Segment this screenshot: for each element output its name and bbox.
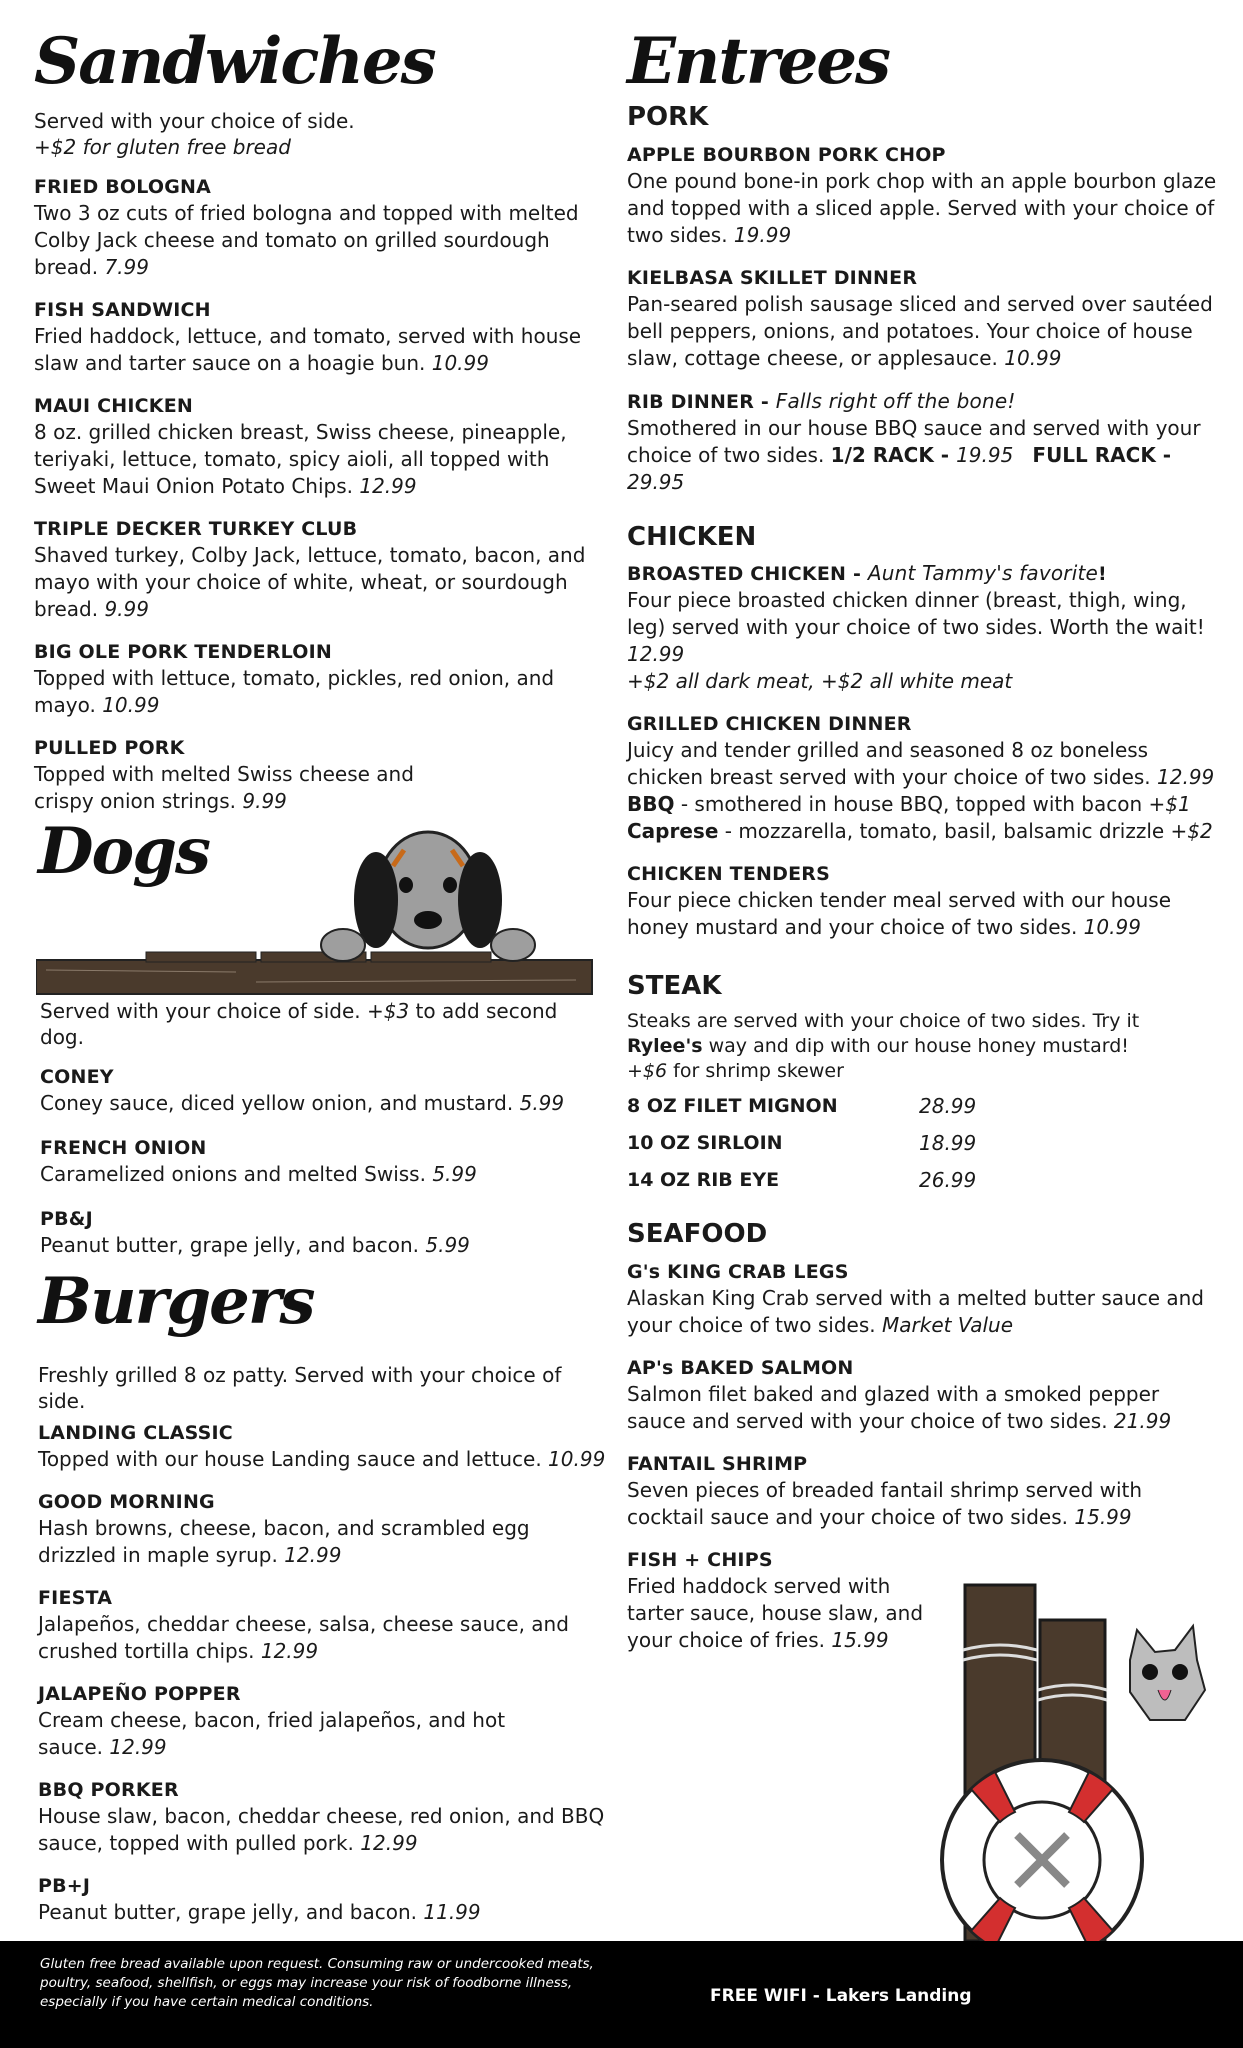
- item-name: FISH + CHIPS: [627, 1549, 773, 1571]
- item-name: PULLED PORK: [34, 737, 185, 759]
- menu-item: [627, 1451, 1217, 1531]
- item-desc-text: One pound bone-in pork chop with an apple bourbon glaze and topped with a sliced apple. Served with your choice of two sides.: [627, 169, 1217, 247]
- item-description: [38, 1611, 608, 1665]
- item-description: [40, 1232, 600, 1259]
- steak-row: [627, 1088, 1217, 1125]
- item-desc-text: Peanut butter, grape jelly, and bacon.: [38, 1900, 418, 1924]
- option-label: BBQ: [627, 792, 675, 816]
- gluten-free-note: +$2 for gluten free bread: [34, 135, 291, 159]
- dogs-section: [38, 814, 598, 889]
- item-desc-text: Jalapeños, cheddar cheese, salsa, cheese sauce, and crushed tortilla chips.: [38, 1612, 569, 1663]
- steak-heading: STEAK: [627, 971, 722, 1001]
- item-price: 7.99: [104, 255, 149, 279]
- option-price: +$1: [1148, 792, 1191, 816]
- sandwiches-intro: Served with your choice of side.: [34, 109, 355, 133]
- item-price: 10.99: [102, 693, 160, 717]
- sandwich-list: [34, 174, 594, 815]
- item-desc-text: Hash browns, cheese, bacon, and scrambled egg drizzled in maple syrup.: [38, 1516, 530, 1567]
- menu-item: [627, 560, 1217, 695]
- item-description: [627, 168, 1217, 249]
- dog-head: [1130, 1626, 1205, 1720]
- item-price: 19.99: [733, 223, 792, 247]
- item-description: [627, 415, 1217, 496]
- item-description: [34, 761, 414, 815]
- item-desc-text: Juicy and tender grilled and seasoned 8 oz boneless chicken breast served with your choice of two sides.: [627, 738, 1158, 789]
- steak-list: [627, 1088, 1217, 1199]
- item-desc-text: Salmon filet baked and glazed with a smoked pepper sauce and served with your choice of two sides.: [627, 1382, 1160, 1433]
- menu-item: [627, 265, 1217, 372]
- dogs-intro-text: Served with your choice of side.: [40, 999, 367, 1023]
- option-price: +$2: [1170, 819, 1213, 843]
- wifi-info: FREE WIFI - Lakers Landing: [710, 1986, 972, 2006]
- item-desc-text: Fried haddock, lettuce, and tomato, served with house slaw and tarter sauce on a hoagie bun.: [34, 324, 582, 375]
- footer: [0, 1941, 1243, 2048]
- menu-item: [38, 1681, 608, 1761]
- menu-item: [34, 297, 594, 377]
- item-desc-text: 8 oz. grilled chicken breast, Swiss cheese, pineapple, teriyaki, lettuce, tomato, spicy aioli, all topped with Sweet Maui Onion Potato Chips.: [34, 420, 567, 498]
- menu-item: [34, 174, 594, 281]
- item-description: [38, 1803, 608, 1857]
- burgers-title: Burgers: [38, 1264, 314, 1339]
- item-desc-text: Topped with our house Landing sauce and lettuce.: [38, 1447, 542, 1471]
- item-price: 9.99: [242, 789, 287, 813]
- item-description: [627, 1285, 1217, 1339]
- item-price: 5.99: [425, 1233, 470, 1257]
- item-name: FISH SANDWICH: [34, 299, 211, 321]
- item-name: JALAPEÑO POPPER: [38, 1683, 241, 1705]
- menu-item: [34, 735, 594, 815]
- steak-price: 18.99: [919, 1131, 977, 1155]
- steak-row: [627, 1162, 1217, 1199]
- item-name: GOOD MORNING: [38, 1491, 215, 1513]
- left-column: [34, 24, 594, 815]
- item-name: BBQ PORKER: [38, 1779, 179, 1801]
- item-desc-text: Caramelized onions and melted Swiss.: [40, 1162, 426, 1186]
- item-name: FRENCH ONION: [40, 1137, 207, 1159]
- steak-price: 26.99: [919, 1168, 977, 1192]
- menu-item: [34, 393, 594, 500]
- item-name: [627, 560, 1217, 587]
- fence-top: [371, 952, 491, 962]
- item-description: [38, 1899, 608, 1926]
- menu-item: [38, 1777, 608, 1857]
- item-desc-text: Topped with lettuce, tomato, pickles, red onion, and mayo.: [34, 666, 555, 717]
- steak-name: 10 OZ SIRLOIN: [627, 1132, 783, 1154]
- pork-heading: PORK: [627, 102, 709, 132]
- burgers-section: [38, 1264, 608, 1926]
- chicken-heading: CHICKEN: [627, 522, 757, 552]
- item-price: 10.99: [431, 351, 489, 375]
- steak-name: 14 OZ RIB EYE: [627, 1169, 780, 1191]
- item-desc-text: Coney sauce, diced yellow onion, and mustard.: [40, 1091, 514, 1115]
- item-description: [40, 1161, 600, 1188]
- item-description: [34, 323, 594, 377]
- item-tagline: Falls right off the bone!: [775, 389, 1016, 413]
- half-rack-label: 1/2 RACK -: [830, 443, 957, 467]
- item-description: [627, 1573, 947, 1654]
- item-description: [627, 291, 1217, 372]
- sunglasses-lens: [1172, 1664, 1188, 1680]
- meat-upcharge: +$2 all dark meat, +$2 all white meat: [627, 669, 1013, 693]
- menu-item: [40, 1206, 600, 1259]
- item-price: 11.99: [423, 1900, 481, 1924]
- menu-item: [627, 1259, 1217, 1339]
- full-rack-label: FULL RACK -: [1032, 443, 1172, 467]
- item-name: APPLE BOURBON PORK CHOP: [627, 144, 946, 166]
- dogs-title: Dogs: [38, 814, 209, 889]
- item-name: G's KING CRAB LEGS: [627, 1261, 849, 1283]
- item-name: FANTAIL SHRIMP: [627, 1453, 808, 1475]
- item-description: [627, 587, 1217, 668]
- menu-item: [627, 1355, 1217, 1435]
- item-description: [627, 887, 1217, 941]
- item-tagline: Aunt Tammy's favorite: [867, 561, 1099, 585]
- item-name: AP's BAKED SALMON: [627, 1357, 854, 1379]
- item-name-text: BROASTED CHICKEN -: [627, 563, 868, 585]
- item-price: 12.99: [260, 1639, 319, 1663]
- item-desc-text: Smothered in our house BBQ sauce and served with your choice of two sides.: [627, 416, 1201, 467]
- item-price: 9.99: [104, 597, 149, 621]
- item-price: 12.99: [627, 642, 685, 666]
- item-price: 15.99: [1074, 1505, 1132, 1529]
- item-desc-text: Cream cheese, bacon, fried jalapeños, and hot sauce.: [38, 1708, 506, 1759]
- item-name: BIG OLE PORK TENDERLOIN: [34, 641, 333, 663]
- item-price: 21.99: [1113, 1409, 1172, 1433]
- item-description: [34, 419, 594, 500]
- second-dog-price: +$3: [366, 999, 410, 1023]
- item-price: 10.99: [1083, 915, 1141, 939]
- item-name: MAUI CHICKEN: [34, 395, 194, 417]
- dogs-intro: [40, 998, 600, 1050]
- fence-top: [146, 952, 256, 962]
- item-price: Market Value: [882, 1313, 1014, 1337]
- menu-item: [38, 1873, 608, 1926]
- item-description: [38, 1446, 608, 1473]
- steak-row: [627, 1125, 1217, 1162]
- item-description: [627, 1477, 1217, 1531]
- half-rack-price: 19.95: [956, 443, 1014, 467]
- option-desc: - mozzarella, tomato, basil, balsamic drizzle: [718, 819, 1171, 843]
- item-description: [627, 1381, 1217, 1435]
- item-desc-text: Two 3 oz cuts of fried bologna and topped with melted Colby Jack cheese and tomato on grilled sourdough bread.: [34, 201, 579, 279]
- steak-intro-text-2: way and dip with our house honey mustard!: [702, 1035, 1129, 1057]
- item-name: GRILLED CHICKEN DINNER: [627, 713, 912, 735]
- item-price: 12.99: [360, 1831, 418, 1855]
- item-price: 10.99: [548, 1447, 606, 1471]
- dog-nose: [414, 911, 442, 929]
- menu-item: [34, 516, 594, 623]
- item-name: CHICKEN TENDERS: [627, 863, 830, 885]
- menu-item: [34, 639, 594, 719]
- bbq-option: [627, 791, 1217, 818]
- full-rack-price: 29.95: [627, 470, 685, 494]
- dogs-content: [40, 998, 600, 1259]
- item-desc-text: Four piece broasted chicken dinner (breast, thigh, wing, leg) served with your choice of two sides. Worth the wait!: [627, 588, 1205, 639]
- item-price: 15.99: [831, 1628, 889, 1652]
- sandwiches-title: Sandwiches: [34, 24, 435, 99]
- item-name: PB+J: [38, 1875, 91, 1897]
- steak-intro-text: Steaks are served with your choice of two sides. Try it: [627, 1010, 1140, 1032]
- item-desc-text: Shaved turkey, Colby Jack, lettuce, tomato, bacon, and mayo with your choice of white, wheat, or sourdough bread.: [34, 543, 586, 621]
- item-tagline-bang: !: [1098, 563, 1107, 585]
- item-desc-text: Fried haddock served with tarter sauce, house slaw, and your choice of fries.: [627, 1574, 924, 1652]
- item-desc-text: Seven pieces of breaded fantail shrimp served with cocktail sauce and your choice of two sides.: [627, 1478, 1143, 1529]
- item-name: CONEY: [40, 1066, 114, 1088]
- item-price: 12.99: [109, 1735, 167, 1759]
- sandwiches-section: [34, 24, 594, 815]
- item-price: 12.99: [359, 474, 417, 498]
- steak-name: 8 OZ FILET MIGNON: [627, 1095, 838, 1117]
- steak-intro-name: Rylee's: [627, 1035, 703, 1057]
- menu-item: [38, 1585, 608, 1665]
- item-price: 5.99: [519, 1091, 565, 1115]
- menu-item: [40, 1064, 600, 1117]
- item-description: [627, 737, 1217, 791]
- item-name: FIESTA: [38, 1587, 113, 1609]
- shrimp-skewer-price: +$6: [627, 1060, 668, 1082]
- entrees-section: [627, 24, 1217, 1654]
- menu-item: [38, 1420, 608, 1473]
- item-desc-text: Four piece chicken tender meal served with our house honey mustard and your choice of two sides.: [627, 888, 1172, 939]
- item-price: 5.99: [432, 1162, 477, 1186]
- dog-paw-left: [321, 929, 365, 961]
- menu-item: [627, 142, 1217, 249]
- item-name: LANDING CLASSIC: [38, 1422, 233, 1444]
- steak-price: 28.99: [919, 1094, 977, 1118]
- seafood-heading: SEAFOOD: [627, 1219, 768, 1249]
- sunglasses-lens: [1142, 1664, 1158, 1680]
- option-label: Caprese: [627, 819, 719, 843]
- burgers-intro: Freshly grilled 8 oz patty. Served with your choice of side.: [38, 1363, 562, 1413]
- item-desc-text: Alaskan King Crab served with a melted butter sauce and your choice of two sides.: [627, 1286, 1204, 1337]
- menu-item: [627, 711, 1217, 845]
- menu-item: [40, 1135, 600, 1188]
- shrimp-skewer-text: for shrimp skewer: [667, 1060, 844, 1082]
- item-name-text: RIB DINNER -: [627, 391, 776, 413]
- item-price: 10.99: [1004, 346, 1062, 370]
- fence-board: [36, 960, 592, 994]
- item-description: [34, 200, 594, 281]
- dock-lifering-illustration: [935, 1580, 1235, 1941]
- option-desc: - smothered in house BBQ, topped with bacon: [674, 792, 1149, 816]
- item-desc-text: Pan-seared polish sausage sliced and served over sautéed bell peppers, onions, and potatoes. Your choice of house slaw, cottage cheese, or applesauce.: [627, 292, 1213, 370]
- item-name: FRIED BOLOGNA: [34, 176, 212, 198]
- item-name: KIELBASA SKILLET DINNER: [627, 267, 918, 289]
- steak-intro: [627, 1009, 1217, 1084]
- item-name: [627, 388, 1217, 415]
- item-desc-text: House slaw, bacon, cheddar cheese, red onion, and BBQ sauce, topped with pulled pork.: [38, 1804, 605, 1855]
- item-desc-text: Topped with melted Swiss cheese and crispy onion strings.: [34, 762, 414, 813]
- item-desc-text: Peanut butter, grape jelly, and bacon.: [40, 1233, 420, 1257]
- allergy-disclaimer: Gluten free bread available upon request. Consuming raw or undercooked meats, poultry, seafood, shellfish, or eggs may increase your risk of foodborne illness, especially if you have certain medical conditions.: [40, 1956, 594, 2010]
- item-description: [40, 1090, 600, 1117]
- item-name: PB&J: [40, 1208, 93, 1230]
- dogs-intro-text-2: to add second dog.: [40, 999, 558, 1049]
- item-description: [34, 542, 594, 623]
- item-name: TRIPLE DECKER TURKEY CLUB: [34, 518, 358, 540]
- dog-paw-right: [491, 929, 535, 961]
- menu-item: [627, 861, 1217, 941]
- entrees-title: Entrees: [627, 24, 890, 99]
- item-description: [34, 665, 594, 719]
- menu-item: [627, 388, 1217, 496]
- item-price: 12.99: [284, 1543, 342, 1567]
- item-description: [38, 1515, 558, 1569]
- menu-item: [38, 1489, 608, 1569]
- item-price: 12.99: [1157, 765, 1215, 789]
- caprese-option: [627, 818, 1217, 845]
- item-description: [38, 1707, 508, 1761]
